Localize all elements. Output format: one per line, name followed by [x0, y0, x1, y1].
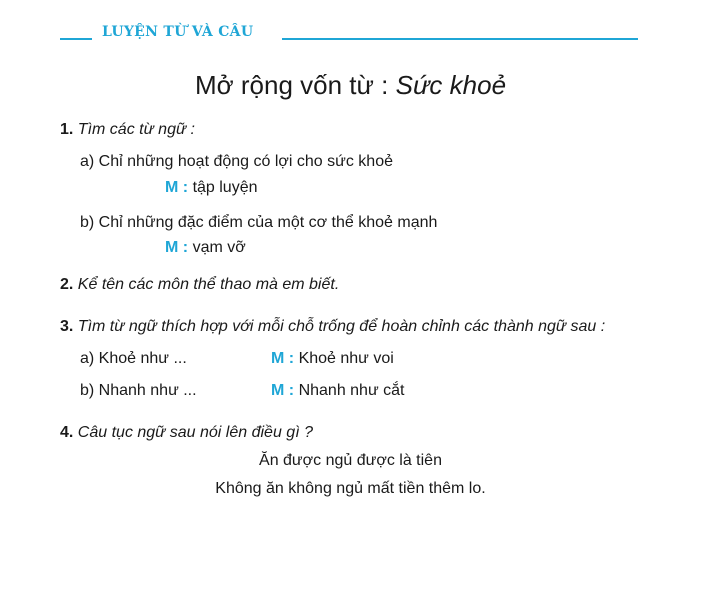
exercise-1a-model — [165, 179, 258, 197]
header-rule-right — [282, 38, 638, 40]
exercise-3a-label: a) Khoẻ như ... — [80, 350, 187, 367]
header-rule-left — [60, 38, 92, 40]
exercise-1a-label: a) Chỉ những hoạt động có lợi cho sức khoẻ — [80, 153, 393, 170]
section-header — [60, 22, 638, 44]
model-prefix: M : — [271, 382, 295, 399]
exercise-3b-model — [271, 382, 404, 400]
title-topic: Sức khoẻ — [395, 70, 507, 100]
exercise-3a-model — [271, 350, 394, 368]
model-value: tập luyện — [192, 179, 258, 196]
exercise-3-prompt — [60, 318, 605, 336]
model-prefix: M : — [165, 179, 189, 196]
title-main: Mở rộng vốn từ : — [194, 70, 389, 100]
page-title — [0, 70, 701, 101]
exercise-1b-label: b) Chỉ những đặc điểm của một cơ thể khoẻ mạnh — [80, 214, 438, 231]
exercise-2-prompt — [60, 276, 339, 294]
exercise-number: 3. — [60, 318, 74, 335]
exercise-text: Câu tục ngữ sau nói lên điều gì ? — [77, 424, 313, 441]
exercise-text: Tìm các từ ngữ : — [77, 121, 195, 138]
model-value: Khoẻ như voi — [298, 350, 394, 367]
model-value: vạm vỡ — [192, 239, 246, 256]
exercise-text: Tìm từ ngữ thích hợp với mỗi chỗ trống để hoàn chỉnh các thành ngữ sau : — [77, 318, 606, 335]
exercise-number: 1. — [60, 121, 74, 138]
exercise-4-prompt — [60, 424, 313, 442]
proverb-line-1: Ăn được ngủ được là tiên — [259, 452, 442, 469]
exercise-text: Kể tên các môn thể thao mà em biết. — [77, 276, 340, 293]
proverb-line-2: Không ăn không ngủ mất tiền thêm lo. — [215, 480, 486, 497]
exercise-1b-model — [165, 239, 246, 257]
exercise-number: 2. — [60, 276, 74, 293]
exercise-number: 4. — [60, 424, 74, 441]
exercise-1-prompt — [60, 121, 195, 139]
exercise-3b-label: b) Nhanh như ... — [80, 382, 197, 399]
model-prefix: M : — [165, 239, 189, 256]
section-title: LUYỆN TỪ VÀ CÂU — [102, 24, 254, 40]
model-value: Nhanh như cắt — [298, 382, 405, 399]
model-prefix: M : — [271, 350, 295, 367]
